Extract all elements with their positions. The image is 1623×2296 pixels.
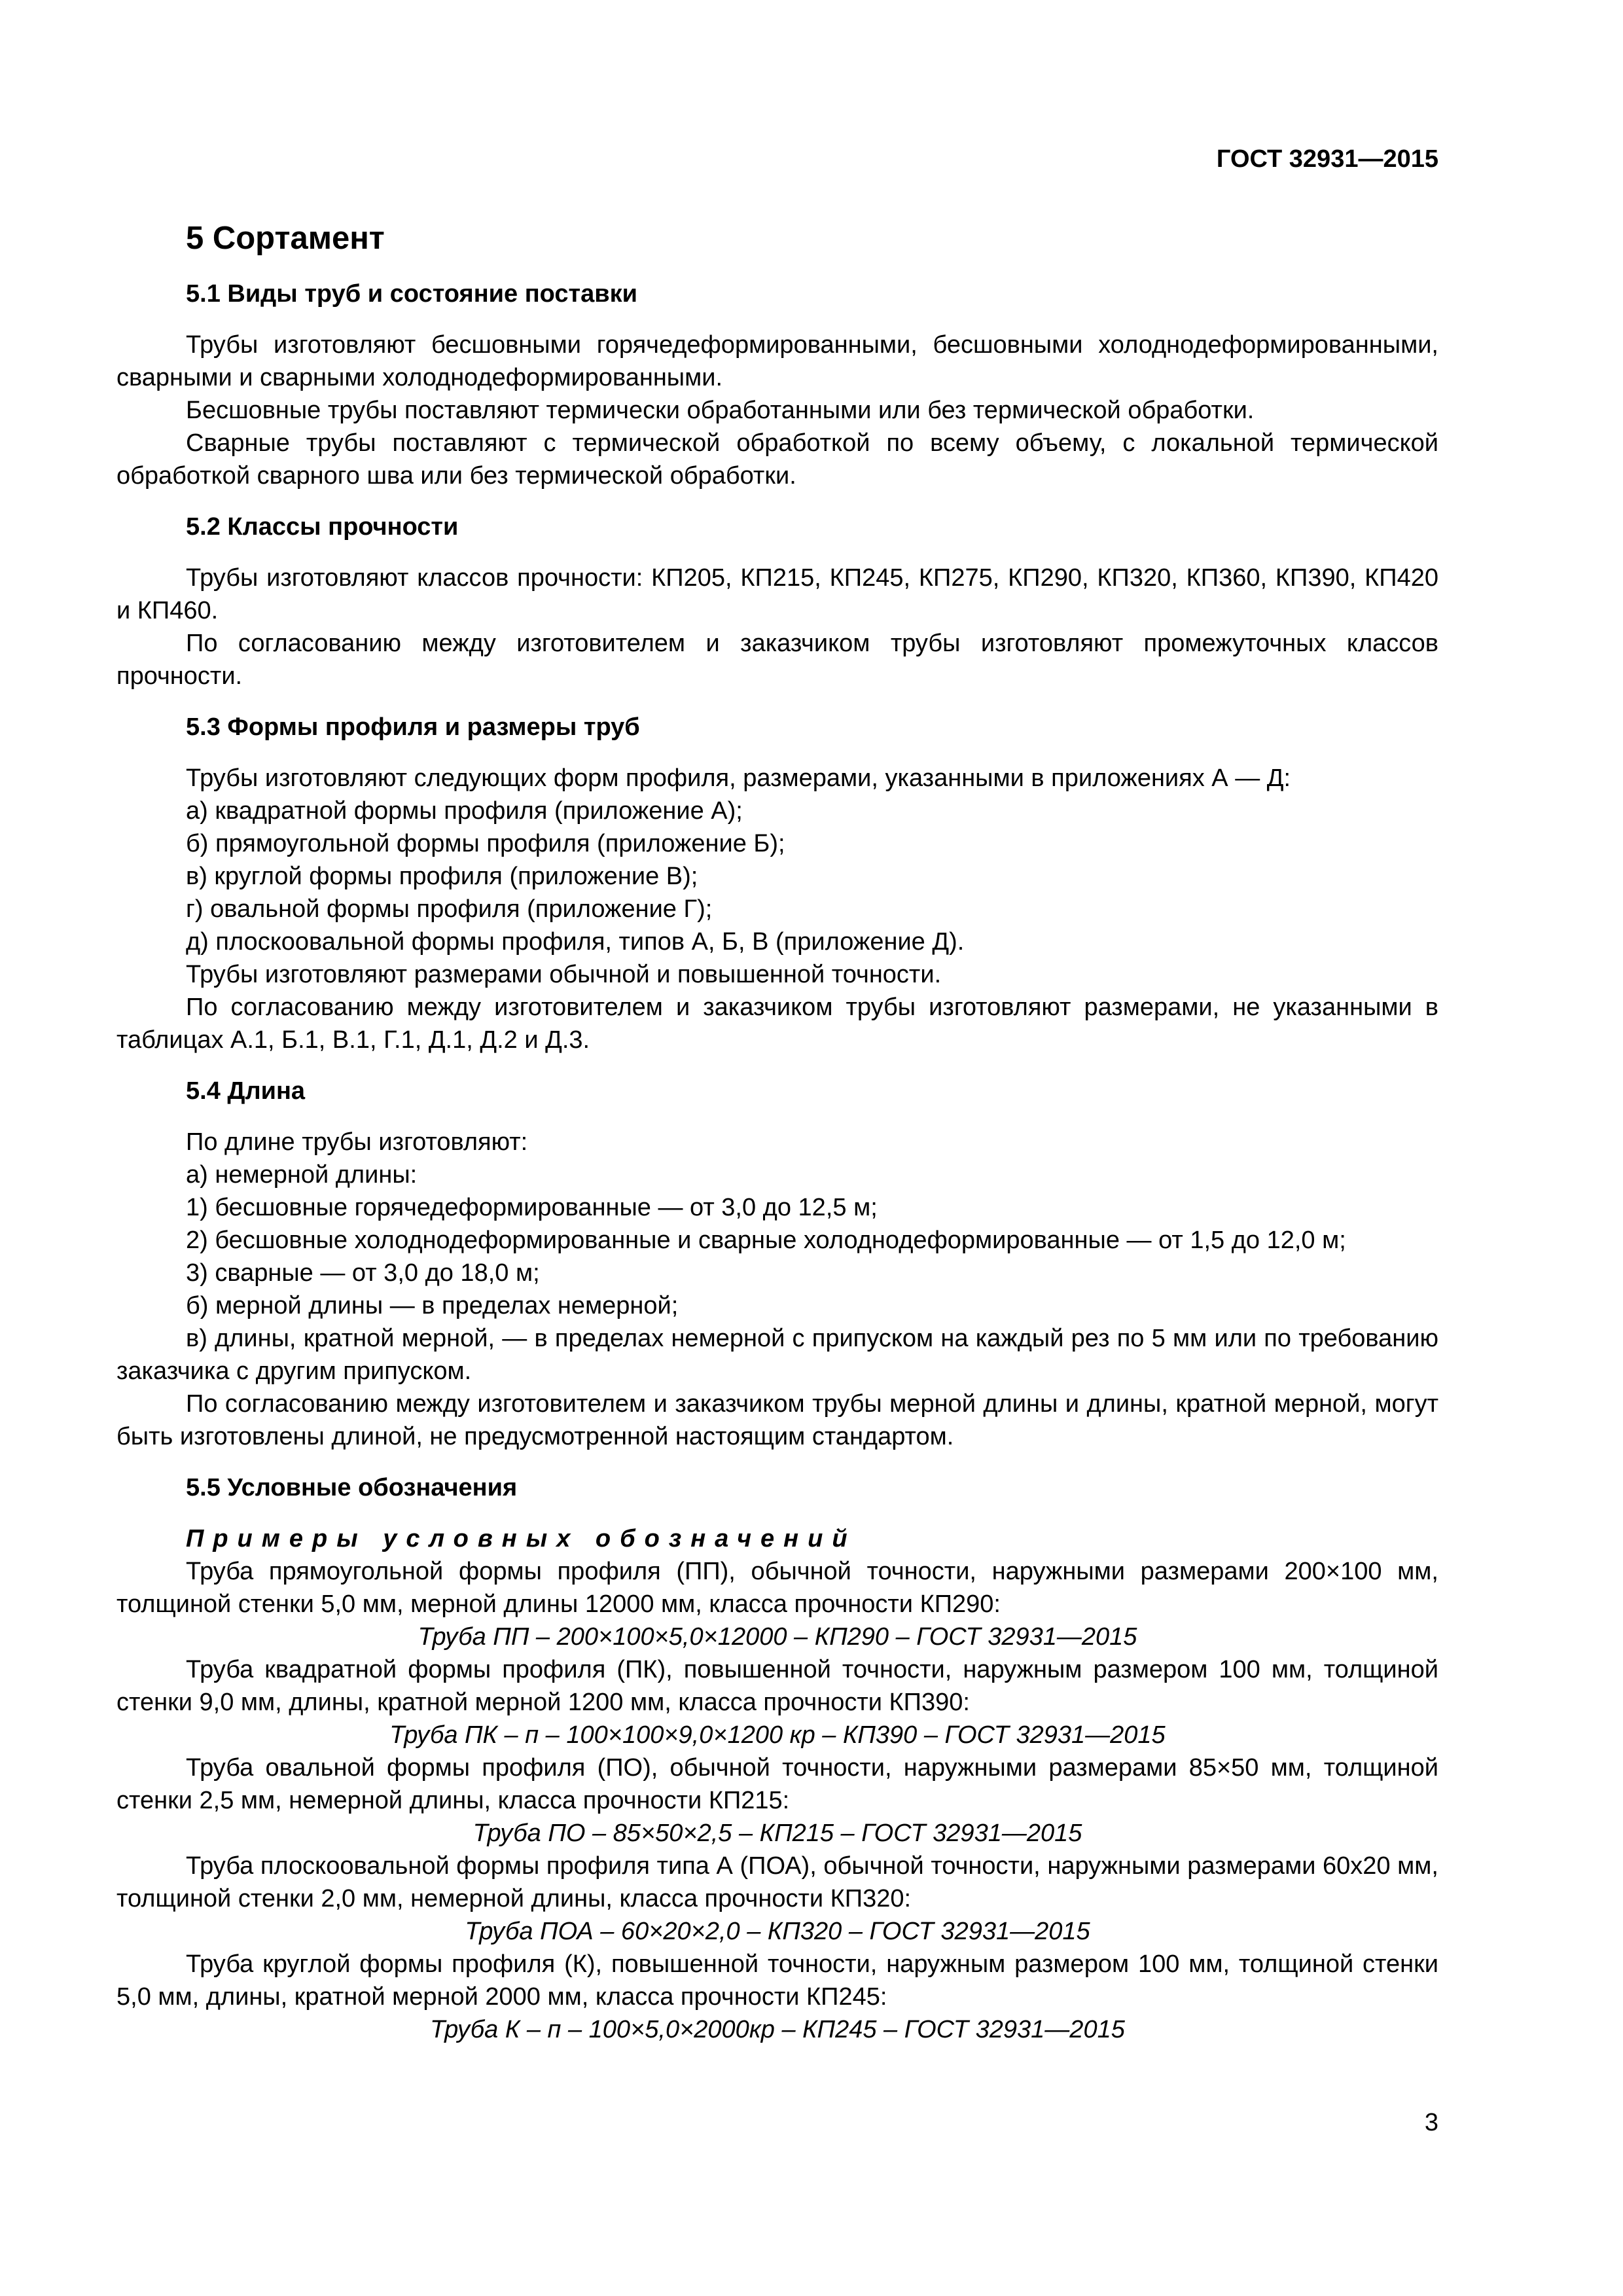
section-title: 5 Сортамент: [186, 221, 385, 256]
example-designation: Труба ПО – 85×50×2,5 – КП215 – ГОСТ 32931—2015: [473, 1820, 1082, 1847]
example-designation: Труба ПП – 200×100×5,0×12000 – КП290 – ГОСТ 32931—2015: [418, 1623, 1137, 1651]
list-item: д) плоскоовальной формы профиля, типов А, Б, В (приложение Д).: [186, 928, 965, 956]
example-description: Труба квадратной формы профиля (ПК), повышенной точности, наружным размером 100 мм, толщиной стенки 9,0 мм, длины, кратной мерной 1200 мм, класса прочности КП390:: [116, 1656, 1438, 1716]
list-item: а) квадратной формы профиля (приложение А);: [186, 797, 743, 825]
subsection-title-5-3: 5.3 Формы профиля и размеры труб: [186, 713, 640, 741]
example-description: Труба круглой формы профиля (К), повышенной точности, наружным размером 100 мм, толщиной стенки 5,0 мм, длины, кратной мерной 2000 мм, класса прочности КП245:: [116, 1950, 1438, 2011]
paragraph: По согласованию между изготовителем и заказчиком трубы изготовляют размерами, не указанными в таблицах А.1, Б.1, В.1, Г.1, Д.1, Д.2 и Д.3.: [116, 994, 1438, 1054]
list-item: 3) сварные — от 3,0 до 18,0 м;: [186, 1259, 540, 1287]
list-item: г) овальной формы профиля (приложение Г);: [186, 895, 713, 923]
example-description: Труба плоскоовальной формы профиля типа А (ПОА), обычной точности, наружными размерами 60х20 мм, толщиной стенки 2,0 мм, немерной длины, класса прочности КП320:: [116, 1852, 1438, 1912]
examples-heading: Примеры условных обозначений: [186, 1525, 857, 1552]
list-item: в) круглой формы профиля (приложение В);: [186, 863, 698, 890]
paragraph: По длине трубы изготовляют:: [186, 1128, 528, 1156]
paragraph: Трубы изготовляют размерами обычной и повышенной точности.: [186, 961, 942, 988]
paragraph: Трубы изготовляют классов прочности: КП205, КП215, КП245, КП275, КП290, КП320, КП360, КП390, КП420 и КП460.: [116, 564, 1438, 624]
paragraph: По согласованию между изготовителем и заказчиком трубы изготовляют промежуточных классов прочности.: [116, 630, 1438, 690]
list-item: 2) бесшовные холоднодеформированные и сварные холоднодеформированные — от 1,5 до 12,0 м;: [186, 1227, 1346, 1254]
subsection-title-5-5: 5.5 Условные обозначения: [186, 1474, 518, 1501]
paragraph: Бесшовные трубы поставляют термически обработанными или без термической обработки.: [186, 397, 1255, 424]
paragraph: в) длины, кратной мерной, — в пределах немерной с припуском на каждый рез по 5 мм или по требованию заказчика с другим припуском.: [116, 1325, 1438, 1385]
document-id-header: ГОСТ 32931—2015: [1216, 145, 1438, 173]
example-designation: Труба К – п – 100×5,0×2000кр – КП245 – ГОСТ 32931—2015: [430, 2016, 1125, 2043]
document-body: [116, 219, 1438, 2046]
paragraph: Трубы изготовляют бесшовными горячедеформированными, бесшовными холоднодеформированными, сварными и сварными холоднодеформированными.: [116, 331, 1438, 391]
subsection-title-5-1: 5.1 Виды труб и состояние поставки: [186, 280, 637, 308]
paragraph: По согласованию между изготовителем и заказчиком трубы мерной длины и длины, кратной мерной, могут быть изготовлены длиной, не предусмотренной настоящим стандартом.: [116, 1390, 1438, 1450]
example-description: Труба прямоугольной формы профиля (ПП), обычной точности, наружными размерами 200×100 мм, толщиной стенки 5,0 мм, мерной длины 12000 мм, класса прочности КП290:: [116, 1558, 1438, 1618]
subsection-title-5-4: 5.4 Длина: [186, 1077, 306, 1105]
paragraph: Сварные трубы поставляют с термической обработкой по всему объему, с локальной термической обработкой сварного шва или без термической обработки.: [116, 429, 1438, 490]
page-number: 3: [1424, 2109, 1438, 2136]
list-item: 1) бесшовные горячедеформированные — от 3,0 до 12,5 м;: [186, 1194, 878, 1221]
subsection-title-5-2: 5.2 Классы прочности: [186, 513, 459, 541]
list-item: б) мерной длины — в пределах немерной;: [186, 1292, 679, 1319]
example-description: Труба овальной формы профиля (ПО), обычной точности, наружными размерами 85×50 мм, толщиной стенки 2,5 мм, немерной длины, класса прочности КП215:: [116, 1754, 1438, 1814]
list-item: а) немерной длины:: [186, 1161, 418, 1189]
paragraph: Трубы изготовляют следующих форм профиля, размерами, указанными в приложениях А — Д:: [186, 764, 1291, 792]
list-item: б) прямоугольной формы профиля (приложение Б);: [186, 830, 785, 857]
example-designation: Труба ПК – п – 100×100×9,0×1200 кр – КП390 – ГОСТ 32931—2015: [389, 1721, 1166, 1749]
example-designation: Труба ПОА – 60×20×2,0 – КП320 – ГОСТ 32931—2015: [465, 1918, 1090, 1945]
